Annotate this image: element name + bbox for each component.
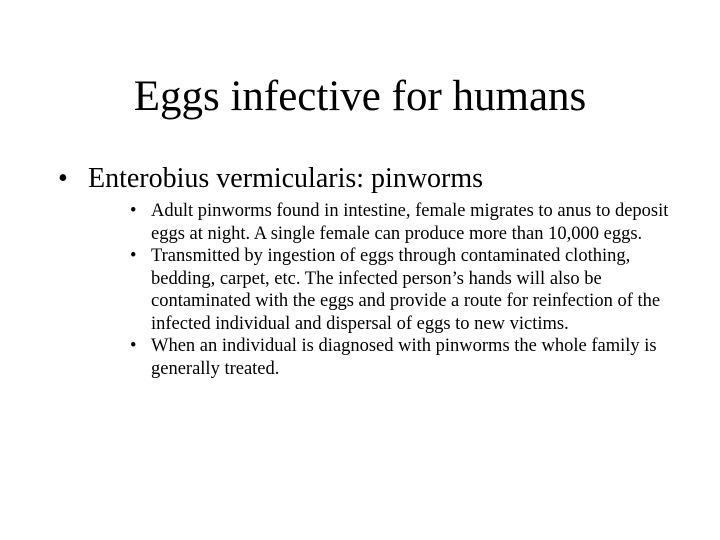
bullet-icon: • xyxy=(58,163,68,194)
sub-bullet-1 xyxy=(130,200,670,245)
slide-title: Eggs infective for humans xyxy=(133,73,587,120)
sub-bullet-3 xyxy=(130,335,670,380)
bullet-icon: • xyxy=(130,246,137,266)
main-bullet xyxy=(58,162,698,196)
sub-bullet-text: Transmitted by ingestion of eggs through contaminated clothing, bedding, carpet, etc. The infected person’s hands will also be contaminated with the eggs and provide a route for reinfection of the infected individual and dispersal of eggs to new victims. xyxy=(151,246,661,334)
main-bullet-text: Enterobius vermicularis: pinworms xyxy=(88,163,484,194)
sub-bullet-2 xyxy=(130,245,670,335)
sub-bullet-text: Adult pinworms found in intestine, female migrates to anus to deposit eggs at night. A single female can produce more than 10,000 eggs. xyxy=(151,201,669,244)
sub-bullet-list xyxy=(130,200,670,380)
bullet-icon: • xyxy=(130,201,137,221)
bullet-icon: • xyxy=(130,336,137,356)
sub-bullet-text: When an individual is diagnosed with pinworms the whole family is generally treated. xyxy=(151,336,657,379)
